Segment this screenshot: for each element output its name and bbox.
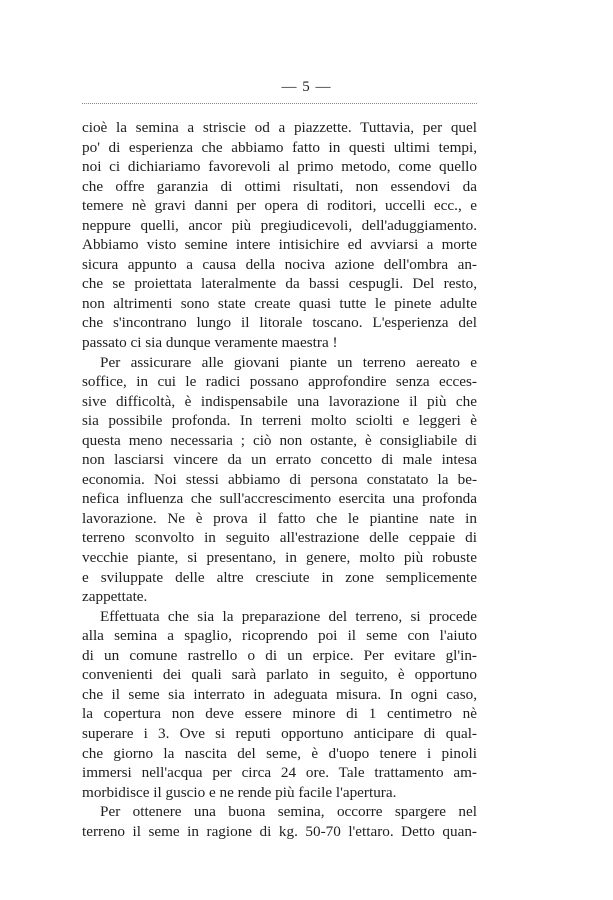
text-line: che se proiettata lateralmente da bassi cespugli. Del resto, [82, 275, 477, 293]
text-line: immersi nell'acqua per circa 24 ore. Tale trattamento am- [82, 764, 477, 782]
text-line: economia. Noi stessi abbiamo di persona constatato la be- [82, 470, 477, 488]
text-line: che s'incontrano lungo il litorale toscano. L'esperienza del [82, 314, 477, 332]
text-line: sia possibile profonda. In terreni molto sciolti e leggeri è [82, 412, 477, 430]
page-number: — 5 — [281, 79, 332, 95]
text-line: vecchie piante, si presentano, in genere, molto più robuste [82, 549, 477, 567]
text-line: terreno sconvolto in seguito all'estrazione delle ceppaie di [82, 529, 477, 547]
text-line: che offre garanzia di ottimi risultati, non essendovi da [82, 177, 477, 195]
text-line: sive difficoltà, è indispensabile una lavorazione il più che [82, 392, 477, 410]
text-line: Per assicurare alle giovani piante un terreno aereato e [100, 353, 477, 371]
text-line: soffice, in cui le radici possano approfondire senza ecces- [82, 373, 477, 391]
text-line: sicura appunto a causa della nociva azione dell'ombra an- [82, 255, 477, 273]
text-line: non lasciarsi vincere da un errato concetto di male intesa [82, 451, 477, 469]
body-text [82, 118, 477, 841]
text-line: di un comune rastrello o di un erpice. Per evitare gl'in- [82, 646, 477, 664]
text-line: alla semina a spaglio, ricoprendo poi il seme con l'aiuto [82, 627, 477, 645]
text-line: nefica influenza che sull'accrescimento esercita una profonda [82, 490, 477, 508]
text-line: zappettate. [82, 588, 148, 606]
text-line: e sviluppate delle altre cresciute in zone semplicemente [82, 568, 477, 586]
text-line: non altrimenti sono state create quasi tutte le pinete adulte [82, 294, 477, 312]
text-line: noi ci dichiariamo favorevoli al primo metodo, come quello [82, 158, 477, 176]
text-line: terreno il seme in ragione di kg. 50-70 l'ettaro. Detto quan- [82, 822, 477, 840]
text-line: convenienti dei quali sarà parlato in seguito, è opportuno [82, 666, 477, 684]
text-line: Abbiamo visto semine intere intisichire ed avviarsi a morte [82, 236, 477, 254]
text-line: lavorazione. Ne è prova il fatto che le piantine nate in [82, 509, 477, 527]
text-line: che il seme sia interrato in adeguata misura. In ogni caso, [82, 685, 477, 703]
text-line: che giorno la nascita del seme, è d'uopo tenere i pinoli [82, 744, 477, 762]
header-rule [82, 103, 477, 104]
text-line: Per ottenere una buona semina, occorre spargere nel [100, 803, 477, 821]
text-line: questa meno necessaria ; ciò non ostante, è consigliabile di [82, 431, 477, 449]
text-line: cioè la semina a striscie od a piazzette. Tuttavia, per quel [82, 119, 477, 136]
text-line: temere nè gravi danni per opera di roditori, uccelli ecc., e [82, 197, 477, 215]
text-line: Effettuata che sia la preparazione del terreno, si procede [100, 607, 477, 625]
text-line: po' di esperienza che abbiamo fatto in questi ultimi tempi, [82, 138, 477, 156]
text-line: morbidisce il guscio e ne rende più facile l'apertura. [82, 783, 397, 801]
text-line: la copertura non deve essere minore di 1 centimetro nè [82, 705, 477, 723]
text-line: neppure quelli, ancor più pregiudicevoli, dell'aduggiamento. [82, 216, 477, 234]
text-line: superare i 3. Ove si reputi opportuno anticipare di qual- [82, 724, 477, 742]
text-line: passato ci sia dunque veramente maestra ! [82, 334, 338, 352]
